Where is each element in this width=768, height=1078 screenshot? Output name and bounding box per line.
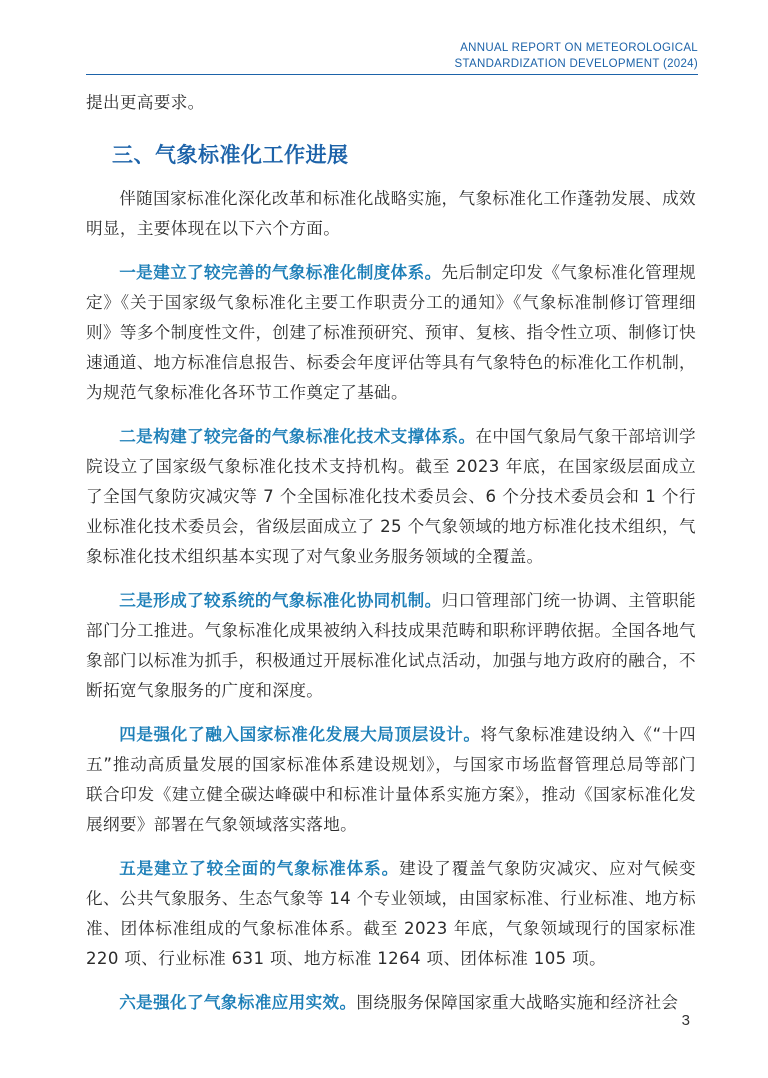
paragraph-text: 归口管理部门统一协调、主管职能部门分工推进。气象标准化成果被纳入科技成果范畴和职称评聘依据。全国各地气象部门以标准为抓手，积极通过开展标准化试点活动，加强与地方政府的融合，不断拓宽气象服务的广度和深度。 xyxy=(86,591,696,700)
intro-paragraph: 伴随国家标准化深化改革和标准化战略实施，气象标准化工作蓬勃发展、成效明显，主要体现在以下六个方面。 xyxy=(86,189,696,238)
header-rule xyxy=(86,74,698,75)
page-body xyxy=(86,88,696,1018)
paragraph-lead: 四是强化了融入国家标准化发展大局顶层设计。 xyxy=(119,725,481,744)
paragraph-text: 将气象标准建设纳入《“十四五”推动高质量发展的国家标准体系建设规划》，与国家市场监督管理总局等部门联合印发《建立健全碳达峰碳中和标准计量体系实施方案》，推动《国家标准化发展纲要》部署在气象领域落实落地。 xyxy=(86,725,696,834)
paragraph-item-4 xyxy=(86,720,696,840)
paragraph-item-6 xyxy=(86,988,696,1018)
continuation-text: 提出更高要求。 xyxy=(86,93,205,112)
section-title: 三、气象标准化工作进展 xyxy=(112,143,349,167)
paragraph-lead: 一是建立了较完善的气象标准化制度体系。 xyxy=(119,263,442,282)
paragraph-item-5 xyxy=(86,854,696,974)
paragraph-item-3 xyxy=(86,586,696,706)
paragraph-text: 先后制定印发《气象标准化管理规定》《关于国家级气象标准化主要工作职责分工的通知》《气象标准制修订管理细则》等多个制度性文件，创建了标准预研究、预审、复核、指令性立项、制修订快速通道、地方标准信息报告、标委会年度评估等具有气象特色的标准化工作机制，为规范气象标准化各环节工作奠定了基础。 xyxy=(86,263,696,402)
paragraph-text: 在中国气象局气象干部培训学院设立了国家级气象标准化技术支持机构。截至 2023 年底，在国家级层面成立了全国气象防灾减灾等 7 个全国标准化技术委员会、6 个分技术委员会和 1 个行业标准化技术委员会，省级层面成立了 25 个气象领域的地方标准化技术组织，气象标准化技术组织基本实现了对气象业务服务领域的全覆盖。 xyxy=(86,427,696,566)
paragraph-lead: 二是构建了较完备的气象标准化技术支撑体系。 xyxy=(119,427,476,446)
paragraph-text: 围绕服务保障国家重大战略实施和经济社会 xyxy=(356,993,679,1012)
paragraph-lead: 五是建立了较全面的气象标准体系。 xyxy=(119,859,400,878)
paragraph-lead: 三是形成了较系统的气象标准化协同机制。 xyxy=(119,591,442,610)
page-number: 3 xyxy=(681,1012,690,1029)
running-header xyxy=(455,40,698,72)
header-line-2: STANDARDIZATION DEVELOPMENT (2024) xyxy=(454,58,698,70)
paragraph-lead: 六是强化了气象标准应用实效。 xyxy=(119,993,357,1012)
paragraph-item-2 xyxy=(86,422,696,572)
paragraph-text: 建设了覆盖气象防灾减灾、应对气候变化、公共气象服务、生态气象等 14 个专业领域，由国家标准、行业标准、地方标准、团体标准组成的气象标准体系。截至 2023 年底，气象领域现行的国家标准 220 项、行业标准 631 项、地方标准 1264 项、团体标准 105 项。 xyxy=(86,859,696,968)
paragraph-item-1 xyxy=(86,258,696,408)
header-line-1: ANNUAL REPORT ON METEOROLOGICAL xyxy=(460,42,698,54)
